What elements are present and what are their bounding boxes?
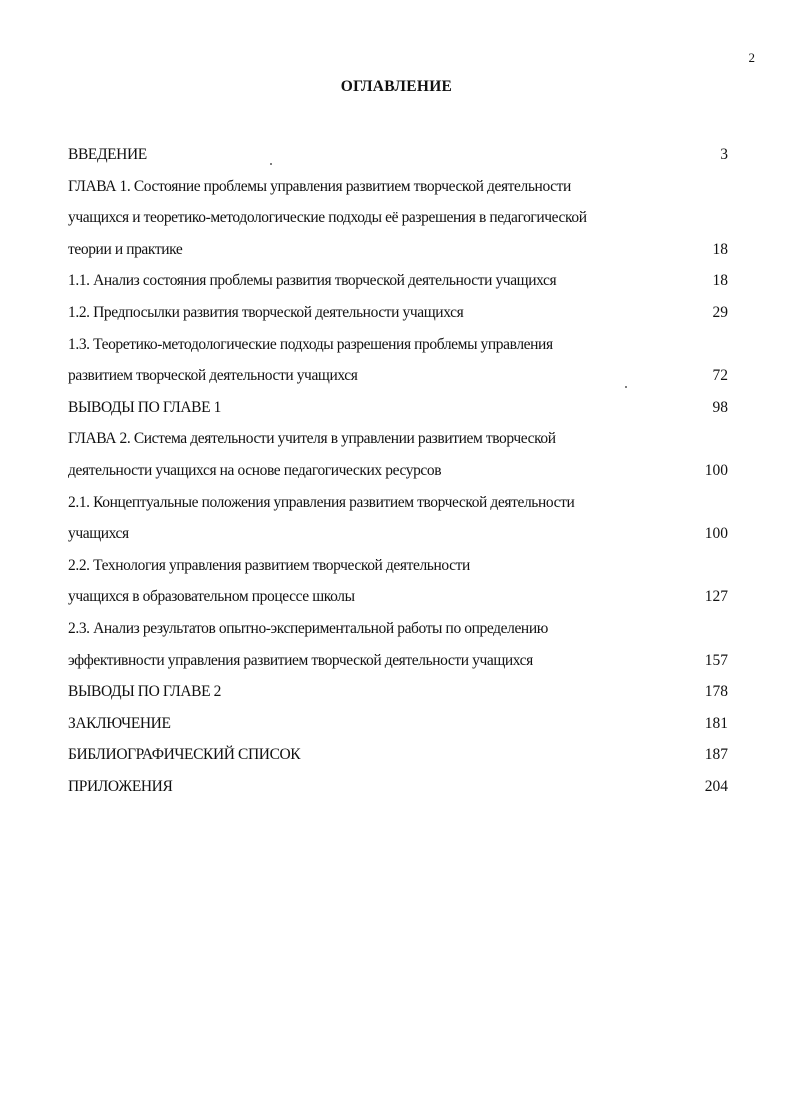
- toc-entry-line: [68, 739, 728, 771]
- toc-entry-text: 1.3. Теоретико-методологические подходы разрешения проблемы управления: [68, 335, 553, 353]
- toc-entry-line: [68, 265, 728, 297]
- toc-entry-line: [68, 329, 728, 361]
- toc-entry-text: деятельности учащихся на основе педагогических ресурсов: [68, 461, 442, 479]
- toc-entry-line: [68, 234, 728, 266]
- toc-entry-text: учащихся и теоретико-методологические подходы её разрешения в педагогической: [68, 209, 587, 227]
- toc-entry-line: [68, 550, 728, 582]
- scan-speck: [270, 163, 272, 165]
- toc-entry-text: ПРИЛОЖЕНИЯ: [68, 777, 173, 795]
- scan-speck: [625, 386, 627, 388]
- toc-entry-page: 100: [704, 525, 728, 543]
- page-title: ОГЛАВЛЕНИЕ: [340, 78, 453, 95]
- toc-entry-text: учащихся: [68, 525, 129, 543]
- toc-entry-text: ВВЕДЕНИЕ: [68, 146, 147, 163]
- toc-entry-line: [68, 771, 728, 803]
- toc-entry-text: ГЛАВА 1. Состояние проблемы управления развитием творческой деятельности: [68, 177, 571, 195]
- toc-entry-text: ВЫВОДЫ ПО ГЛАВЕ 1: [68, 398, 221, 416]
- toc-entry-page: 98: [712, 398, 728, 416]
- toc-entry-page: 181: [704, 714, 728, 732]
- toc-entry-page: 18: [712, 240, 728, 258]
- toc-entry-text: 2.2. Технология управления развитием творческой деятельности: [68, 556, 470, 574]
- toc-entry-line: [68, 423, 728, 455]
- toc-entry-line: [68, 708, 728, 740]
- toc-entry-text: учащихся в образовательном процессе школы: [68, 588, 355, 606]
- toc-entry-line: [68, 360, 728, 392]
- toc-entry-page: 100: [704, 461, 728, 479]
- toc-entry-page: 157: [704, 651, 728, 669]
- toc-entry-line: [68, 581, 728, 613]
- toc-entry-page: 18: [712, 272, 728, 290]
- toc-entry-line: [68, 139, 728, 171]
- toc-entry-text: ВЫВОДЫ ПО ГЛАВЕ 2: [68, 683, 221, 701]
- toc-entry-text: 2.3. Анализ результатов опытно-экспериментальной работы по определению: [68, 619, 548, 637]
- toc-entry-page: 187: [704, 746, 728, 764]
- toc-entry-page: 204: [704, 777, 728, 795]
- toc-entry-text: эффективности управления развитием творческой деятельности учащихся: [68, 651, 533, 669]
- toc-entry-text: 2.1. Концептуальные положения управления развитием творческой деятельности: [68, 493, 575, 511]
- toc-entry-page: 72: [712, 367, 728, 385]
- toc-entry-line: [68, 487, 728, 519]
- toc-entry-page: 3: [720, 146, 728, 163]
- toc-entry-text: 1.2. Предпосылки развития творческой деятельности учащихся: [68, 303, 464, 321]
- toc-entry-line: [68, 676, 728, 708]
- toc-entry-page: 178: [704, 683, 728, 701]
- toc-entry-line: [68, 171, 728, 203]
- toc-entry-line: [68, 645, 728, 677]
- toc-entry-page: 127: [704, 588, 728, 606]
- toc-entry-line: [68, 455, 728, 487]
- toc-entry-line: [68, 202, 728, 234]
- toc-entry-text: теории и практике: [68, 240, 183, 258]
- toc-entry-text: ЗАКЛЮЧЕНИЕ: [68, 714, 171, 732]
- toc-entry-line: [68, 613, 728, 645]
- toc-entry-line: [68, 392, 728, 424]
- table-of-contents: [68, 139, 728, 802]
- page-number: 2: [748, 50, 755, 65]
- toc-entry-text: ГЛАВА 2. Система деятельности учителя в управлении развитием творческой: [68, 430, 556, 448]
- toc-entry-line: [68, 297, 728, 329]
- toc-entry-line: [68, 518, 728, 550]
- toc-entry-text: БИБЛИОГРАФИЧЕСКИЙ СПИСОК: [68, 746, 301, 764]
- toc-entry-text: развитием творческой деятельности учащихся: [68, 367, 358, 385]
- toc-entry-page: 29: [712, 303, 728, 321]
- toc-entry-text: 1.1. Анализ состояния проблемы развития творческой деятельности учащихся: [68, 272, 557, 290]
